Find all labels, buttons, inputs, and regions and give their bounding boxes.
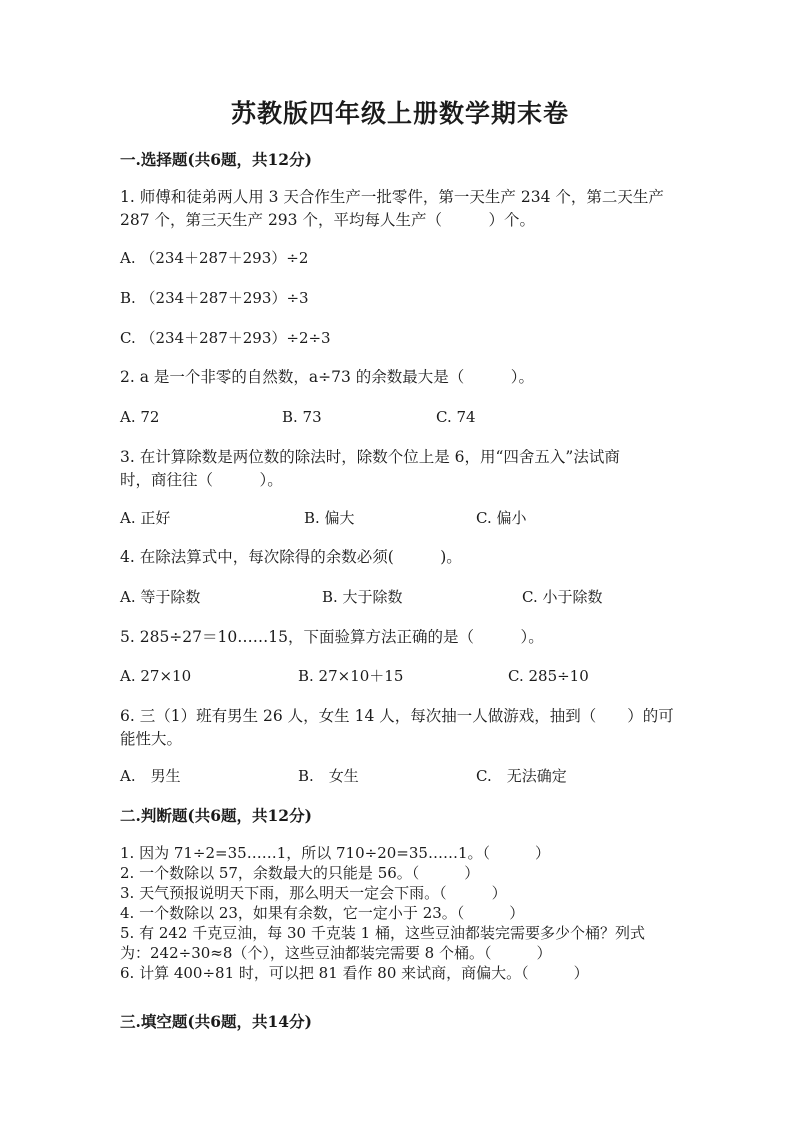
option-2c: C. 74 [436,408,476,426]
option-3b: B. 偏大 [304,509,355,527]
list-item: 6. 计算 400÷81 时，可以把 81 看作 80 来试商，商偏大。（ ） [120,964,589,982]
option-5c: C. 285÷10 [508,667,589,685]
question-line: 4. 在除法算式中，每次除得的余数必须( )。 [120,548,462,566]
list-item: 5. 有 242 千克豆油，每 30 千克装 1 桶，这些豆油都装完需要多少个桶？列式 [120,924,645,942]
option-2a: A. 72 [120,408,160,426]
section-header-choice: 一.选择题(共6题，共12分) [120,150,312,169]
option-4b: B. 大于除数 [322,588,403,606]
question-1 [120,186,680,232]
question-line: 1. 师傅和徒弟两人用 3 天合作生产一批零件，第一天生产 234 个，第二天生产 [120,188,664,206]
question-line: 287 个，第三天生产 293 个，平均每人生产（ ）个。 [120,211,535,229]
question-line: 5. 285÷27＝10……15，下面验算方法正确的是（ ）。 [120,628,544,646]
question-2 [120,366,680,389]
list-item: 为：242÷30≈8（个），这些豆油都装完需要 8 个桶。（ ） [120,944,552,962]
list-item: 3. 天气预报说明天下雨，那么明天一定会下雨。（ ） [120,884,507,902]
question-line: 能性大。 [120,730,183,748]
option-6a: A. 男生 [120,767,181,785]
option-3c: C. 偏小 [476,509,527,527]
question-4 [120,546,680,569]
question-line: 6. 三（1）班有男生 26 人，女生 14 人，每次抽一人做游戏，抽到（ ）的可 [120,707,674,725]
option-4c: C. 小于除数 [522,588,603,606]
question-3 [120,446,680,492]
option-1a: A. （234＋287＋293）÷2 [120,249,309,267]
option-1b: B. （234＋287＋293）÷3 [120,289,309,307]
list-item: 4. 一个数除以 23，如果有余数，它一定小于 23。（ ） [120,904,525,922]
option-3a: A. 正好 [120,509,171,527]
question-5 [120,626,680,649]
section-header-true-false: 二.判断题(共6题，共12分) [120,806,312,825]
option-1c: C. （234＋287＋293）÷2÷3 [120,329,331,347]
question-line: 时，商往往（ ）。 [120,471,283,489]
list-item: 2. 一个数除以 57，余数最大的只能是 56。（ ） [120,864,480,882]
list-item: 1. 因为 71÷2=35……1，所以 710÷20=35……1。（ ） [120,844,550,862]
option-6b: B. 女生 [298,767,359,785]
question-line: 2. a 是一个非零的自然数，a÷73 的余数最大是（ ）。 [120,368,535,386]
question-6 [120,705,680,751]
option-5b: B. 27×10＋15 [298,667,404,685]
option-5a: A. 27×10 [120,667,192,685]
option-6c: C. 无法确定 [476,767,567,785]
section-header-fill-blank: 三.填空题(共6题，共14分) [120,1012,312,1031]
page-title: 苏教版四年级上册数学期末卷 [230,99,569,128]
option-2b: B. 73 [282,408,322,426]
option-4a: A. 等于除数 [120,588,201,606]
true-false-list [120,843,680,983]
question-line: 3. 在计算除数是两位数的除法时，除数个位上是 6，用“四舍五入”法试商 [120,448,620,466]
